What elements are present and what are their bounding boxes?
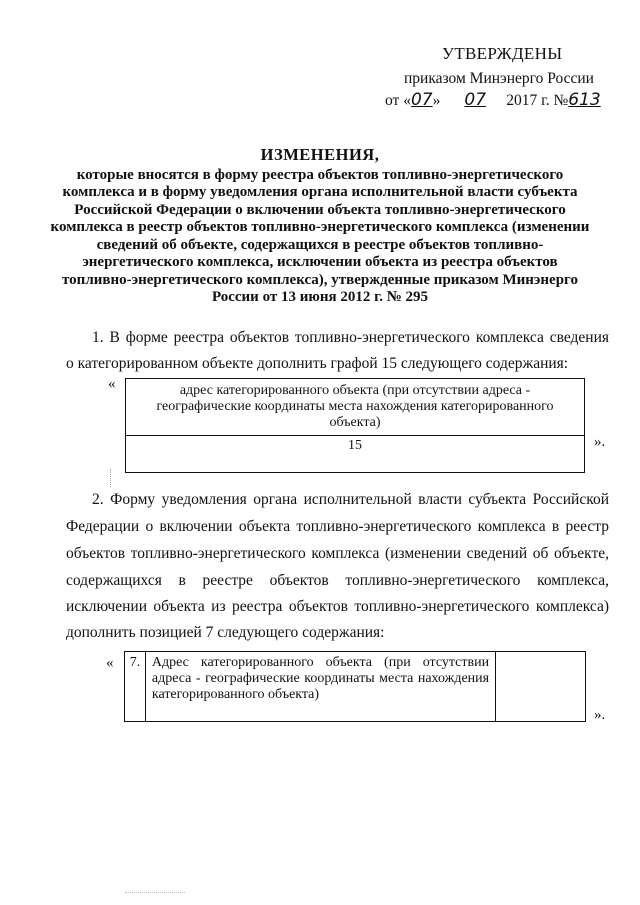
table1 [125,378,585,473]
table2-empty-cell [496,652,586,722]
margin-dot [110,469,111,487]
item1-line1: 1. В форме реестра объектов топливно-энергетического комплекса сведения [92,329,609,346]
table1-close-quote: ». [594,434,606,450]
approval-title: УТВЕРЖДЕНЫ [442,44,563,63]
table2-close-quote: ». [594,707,606,723]
date-mid: » [432,92,445,109]
date-prefix: от « [385,92,411,109]
approval-number: 613 [568,90,601,110]
table2-text-cell: Адрес категорированного объекта (при отсутствии адреса - географические координаты места нахождения категорированного объекта) [145,652,495,722]
approval-year: 2017 г. № [506,92,569,109]
table2-open-quote: « [106,655,114,671]
item2-line: 2. Форму уведомления органа исполнительной власти субъекта Российской [92,491,609,508]
approval-date-line [385,90,601,110]
table2 [124,651,586,722]
page-footer-mark [125,892,185,893]
heading-body: которые вносятся в форму реестра объектов топливно-энергетического комплекса и в форму уведомления органа исполнительной власти субъекта Российской Федерации о включении объекта топливно-энергетического комплекса в реестр объектов топливно-энергетического комплекса (изменении сведений об объекте, содержащихся в реестре объектов топливно-энергетического комплекса, исключении объекта из реестра объектов топливно-энергетического комплекса), утвержденные приказом Минэнерго России от 13 июня 2012 г. № 295 [50,166,590,305]
item2-line: исключении объекта из реестра объектов топливно-энергетического комплекса) [66,598,609,615]
item2-line: Федерации о включении объекта топливно-энергетического комплекса в реестр [66,518,609,535]
item2-line: объектов топливно-энергетического комплекса (изменении сведений об объекте, [66,545,609,562]
table2-number-cell: 7. [125,652,146,722]
heading-title: ИЗМЕНЕНИЯ, [260,145,380,164]
table1-number-cell: 15 [126,436,585,473]
document-heading [50,146,590,307]
table1-open-quote: « [108,376,116,392]
table1-header-cell: адрес категорированного объекта (при отсутствии адреса - географические координаты места нахождения категорированного объекта) [126,379,585,436]
approval-order-line: приказом Минэнерго России [404,70,594,87]
approval-day: 07 [410,90,433,110]
item2-line: дополнить позицией 7 следующего содержания: [66,624,385,641]
item2-line: содержащихся в реестре объектов топливно-энергетического комплекса, [66,572,609,589]
item1-line2: о категорированном объекте дополнить графой 15 следующего содержания: [66,355,569,372]
approval-month: 07 [464,90,487,110]
